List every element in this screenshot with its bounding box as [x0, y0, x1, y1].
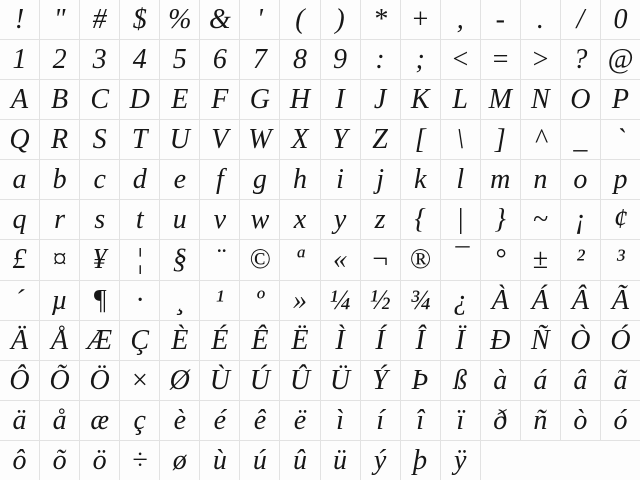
glyph-cell[interactable]: 3: [80, 40, 119, 79]
glyph-cell[interactable]: L: [441, 80, 480, 119]
glyph-cell[interactable]: «: [321, 240, 360, 279]
glyph-cell[interactable]: 8: [280, 40, 319, 79]
glyph-cell[interactable]: q: [0, 200, 39, 239]
glyph-cell[interactable]: I: [321, 80, 360, 119]
glyph-cell[interactable]: þ: [401, 441, 440, 480]
glyph-cell[interactable]: É: [200, 321, 239, 360]
glyph-cell[interactable]: Ë: [280, 321, 319, 360]
glyph-cell[interactable]: a: [0, 160, 39, 199]
glyph-cell[interactable]: R: [40, 120, 79, 159]
glyph-cell[interactable]: â: [561, 361, 600, 400]
glyph-cell[interactable]: $: [120, 0, 159, 39]
glyph-cell[interactable]: ^: [521, 120, 560, 159]
glyph-cell[interactable]: /: [561, 0, 600, 39]
glyph-cell[interactable]: w: [240, 200, 279, 239]
glyph-cell[interactable]: g: [240, 160, 279, 199]
glyph-cell[interactable]: Á: [521, 281, 560, 320]
glyph-cell[interactable]: Z: [361, 120, 400, 159]
glyph-cell[interactable]: »: [280, 281, 319, 320]
glyph-cell[interactable]: k: [401, 160, 440, 199]
glyph-cell[interactable]: #: [80, 0, 119, 39]
glyph-cell[interactable]: ·: [120, 281, 159, 320]
glyph-cell[interactable]: o: [561, 160, 600, 199]
glyph-cell[interactable]: ù: [200, 441, 239, 480]
glyph-cell[interactable]: F: [200, 80, 239, 119]
glyph-cell[interactable]: j: [361, 160, 400, 199]
glyph-cell[interactable]: ñ: [521, 401, 560, 440]
glyph-cell[interactable]: ó: [601, 401, 640, 440]
glyph-cell[interactable]: N: [521, 80, 560, 119]
glyph-cell[interactable]: ]: [481, 120, 520, 159]
glyph-cell[interactable]: ð: [481, 401, 520, 440]
glyph-cell[interactable]: ë: [280, 401, 319, 440]
glyph-cell[interactable]: 4: [120, 40, 159, 79]
glyph-cell[interactable]: S: [80, 120, 119, 159]
glyph-cell[interactable]: !: [0, 0, 39, 39]
glyph-cell[interactable]: y: [321, 200, 360, 239]
glyph-cell[interactable]: `: [601, 120, 640, 159]
glyph-cell[interactable]: û: [280, 441, 319, 480]
glyph-cell[interactable]: ö: [80, 441, 119, 480]
glyph-cell[interactable]: ÿ: [441, 441, 480, 480]
glyph-cell[interactable]: :: [361, 40, 400, 79]
glyph-cell[interactable]: ½: [361, 281, 400, 320]
glyph-cell[interactable]: ¿: [441, 281, 480, 320]
glyph-cell[interactable]: [: [401, 120, 440, 159]
glyph-cell[interactable]: í: [361, 401, 400, 440]
glyph-cell[interactable]: ,: [441, 0, 480, 39]
glyph-cell[interactable]: A: [0, 80, 39, 119]
glyph-cell[interactable]: .: [521, 0, 560, 39]
glyph-cell[interactable]: È: [160, 321, 199, 360]
glyph-cell[interactable]: 5: [160, 40, 199, 79]
glyph-cell[interactable]: M: [481, 80, 520, 119]
glyph-cell[interactable]: =: [481, 40, 520, 79]
glyph-cell[interactable]: z: [361, 200, 400, 239]
glyph-cell[interactable]: Y: [321, 120, 360, 159]
glyph-cell[interactable]: ¢: [601, 200, 640, 239]
glyph-cell[interactable]: e: [160, 160, 199, 199]
glyph-cell[interactable]: ¯: [441, 240, 480, 279]
glyph-cell[interactable]: ¦: [120, 240, 159, 279]
glyph-cell[interactable]: ³: [601, 240, 640, 279]
glyph-cell[interactable]: õ: [40, 441, 79, 480]
glyph-cell[interactable]: ¥: [80, 240, 119, 279]
glyph-cell[interactable]: W: [240, 120, 279, 159]
glyph-cell[interactable]: £: [0, 240, 39, 279]
glyph-cell[interactable]: t: [120, 200, 159, 239]
glyph-cell[interactable]: -: [481, 0, 520, 39]
glyph-cell[interactable]: ú: [240, 441, 279, 480]
glyph-cell[interactable]: Ü: [321, 361, 360, 400]
glyph-cell[interactable]: %: [160, 0, 199, 39]
glyph-cell[interactable]: ²: [561, 240, 600, 279]
glyph-cell[interactable]: ä: [0, 401, 39, 440]
glyph-cell[interactable]: c: [80, 160, 119, 199]
glyph-cell[interactable]: O: [561, 80, 600, 119]
glyph-cell[interactable]: µ: [40, 281, 79, 320]
glyph-cell[interactable]: 1: [0, 40, 39, 79]
glyph-cell[interactable]: ¤: [40, 240, 79, 279]
glyph-cell[interactable]: P: [601, 80, 640, 119]
glyph-cell[interactable]: *: [361, 0, 400, 39]
glyph-cell[interactable]: l: [441, 160, 480, 199]
glyph-cell[interactable]: X: [280, 120, 319, 159]
glyph-cell[interactable]: ¼: [321, 281, 360, 320]
glyph-cell[interactable]: æ: [80, 401, 119, 440]
glyph-cell[interactable]: K: [401, 80, 440, 119]
glyph-cell[interactable]: ì: [321, 401, 360, 440]
glyph-cell[interactable]: ã: [601, 361, 640, 400]
glyph-cell[interactable]: é: [200, 401, 239, 440]
glyph-cell[interactable]: &: [200, 0, 239, 39]
glyph-cell[interactable]: °: [481, 240, 520, 279]
glyph-cell[interactable]: è: [160, 401, 199, 440]
glyph-cell[interactable]: h: [280, 160, 319, 199]
glyph-cell[interactable]: Ä: [0, 321, 39, 360]
glyph-cell[interactable]: Õ: [40, 361, 79, 400]
glyph-cell[interactable]: ¨: [200, 240, 239, 279]
glyph-cell[interactable]: ~: [521, 200, 560, 239]
glyph-cell[interactable]: >: [521, 40, 560, 79]
glyph-cell[interactable]: á: [521, 361, 560, 400]
glyph-cell[interactable]: ;: [401, 40, 440, 79]
glyph-cell[interactable]: ': [240, 0, 279, 39]
glyph-cell[interactable]: i: [321, 160, 360, 199]
glyph-cell[interactable]: å: [40, 401, 79, 440]
glyph-cell[interactable]: ý: [361, 441, 400, 480]
glyph-cell[interactable]: Î: [401, 321, 440, 360]
glyph-cell[interactable]: |: [441, 200, 480, 239]
glyph-cell[interactable]: ): [321, 0, 360, 39]
glyph-cell[interactable]: ¹: [200, 281, 239, 320]
glyph-cell[interactable]: V: [200, 120, 239, 159]
glyph-cell[interactable]: }: [481, 200, 520, 239]
glyph-cell[interactable]: ´: [0, 281, 39, 320]
glyph-cell[interactable]: Ô: [0, 361, 39, 400]
glyph-cell[interactable]: Ù: [200, 361, 239, 400]
glyph-cell[interactable]: ¸: [160, 281, 199, 320]
glyph-cell[interactable]: Ã: [601, 281, 640, 320]
glyph-cell[interactable]: {: [401, 200, 440, 239]
glyph-cell[interactable]: _: [561, 120, 600, 159]
glyph-cell[interactable]: ¶: [80, 281, 119, 320]
glyph-cell[interactable]: Ò: [561, 321, 600, 360]
glyph-cell[interactable]: ©: [240, 240, 279, 279]
glyph-cell[interactable]: ø: [160, 441, 199, 480]
glyph-cell[interactable]: ü: [321, 441, 360, 480]
glyph-cell[interactable]: s: [80, 200, 119, 239]
glyph-cell[interactable]: Ø: [160, 361, 199, 400]
glyph-cell[interactable]: ç: [120, 401, 159, 440]
glyph-cell[interactable]: Ú: [240, 361, 279, 400]
glyph-cell[interactable]: ò: [561, 401, 600, 440]
glyph-cell[interactable]: ¡: [561, 200, 600, 239]
glyph-cell[interactable]: ÷: [120, 441, 159, 480]
glyph-cell[interactable]: +: [401, 0, 440, 39]
glyph-cell[interactable]: J: [361, 80, 400, 119]
glyph-cell[interactable]: î: [401, 401, 440, 440]
glyph-cell[interactable]: Ó: [601, 321, 640, 360]
glyph-cell[interactable]: d: [120, 160, 159, 199]
glyph-cell[interactable]: Ý: [361, 361, 400, 400]
glyph-cell[interactable]: §: [160, 240, 199, 279]
glyph-cell[interactable]: @: [601, 40, 640, 79]
glyph-cell[interactable]: Ñ: [521, 321, 560, 360]
glyph-cell[interactable]: x: [280, 200, 319, 239]
glyph-cell[interactable]: 2: [40, 40, 79, 79]
glyph-cell[interactable]: Í: [361, 321, 400, 360]
glyph-cell[interactable]: ê: [240, 401, 279, 440]
glyph-cell[interactable]: B: [40, 80, 79, 119]
glyph-cell[interactable]: 9: [321, 40, 360, 79]
glyph-cell[interactable]: v: [200, 200, 239, 239]
glyph-cell[interactable]: U: [160, 120, 199, 159]
glyph-cell[interactable]: 7: [240, 40, 279, 79]
glyph-cell[interactable]: D: [120, 80, 159, 119]
glyph-cell[interactable]: u: [160, 200, 199, 239]
empty-cells-filler: [481, 441, 640, 480]
glyph-cell[interactable]: ï: [441, 401, 480, 440]
glyph-cell[interactable]: ¬: [361, 240, 400, 279]
glyph-cell[interactable]: ?: [561, 40, 600, 79]
glyph-cell[interactable]: f: [200, 160, 239, 199]
glyph-cell[interactable]: Û: [280, 361, 319, 400]
glyph-cell[interactable]: Å: [40, 321, 79, 360]
glyph-cell[interactable]: 6: [200, 40, 239, 79]
glyph-cell[interactable]: <: [441, 40, 480, 79]
glyph-cell[interactable]: p: [601, 160, 640, 199]
glyph-cell[interactable]: Â: [561, 281, 600, 320]
glyph-cell[interactable]: ª: [280, 240, 319, 279]
glyph-cell[interactable]: r: [40, 200, 79, 239]
glyph-cell[interactable]: \: [441, 120, 480, 159]
glyph-cell[interactable]: º: [240, 281, 279, 320]
glyph-cell[interactable]: E: [160, 80, 199, 119]
glyph-cell[interactable]: n: [521, 160, 560, 199]
glyph-cell[interactable]: Ö: [80, 361, 119, 400]
glyph-cell[interactable]: Ð: [481, 321, 520, 360]
glyph-cell[interactable]: Ì: [321, 321, 360, 360]
glyph-cell[interactable]: ¾: [401, 281, 440, 320]
glyph-cell[interactable]: À: [481, 281, 520, 320]
glyph-cell[interactable]: Æ: [80, 321, 119, 360]
glyph-cell[interactable]: H: [280, 80, 319, 119]
glyph-cell[interactable]: G: [240, 80, 279, 119]
glyph-cell[interactable]: (: [280, 0, 319, 39]
glyph-cell[interactable]: Q: [0, 120, 39, 159]
glyph-cell[interactable]: Ï: [441, 321, 480, 360]
glyph-cell[interactable]: ß: [441, 361, 480, 400]
glyph-cell[interactable]: b: [40, 160, 79, 199]
glyph-cell[interactable]: à: [481, 361, 520, 400]
glyph-cell[interactable]: Ç: [120, 321, 159, 360]
glyph-cell[interactable]: ô: [0, 441, 39, 480]
glyph-cell[interactable]: 0: [601, 0, 640, 39]
glyph-cell[interactable]: Þ: [401, 361, 440, 400]
glyph-cell[interactable]: m: [481, 160, 520, 199]
glyph-cell[interactable]: ±: [521, 240, 560, 279]
glyph-cell[interactable]: ®: [401, 240, 440, 279]
glyph-cell[interactable]: C: [80, 80, 119, 119]
glyph-cell[interactable]: Ê: [240, 321, 279, 360]
glyph-cell[interactable]: ": [40, 0, 79, 39]
glyph-cell[interactable]: ×: [120, 361, 159, 400]
glyph-cell[interactable]: T: [120, 120, 159, 159]
